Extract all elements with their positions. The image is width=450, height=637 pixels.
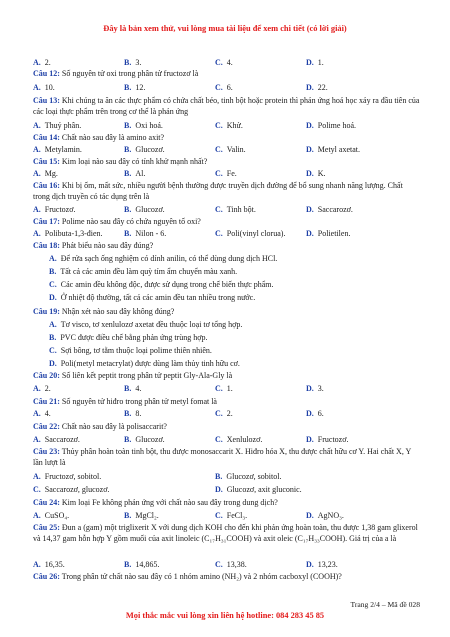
text: Saccarozơ, glucozơ. bbox=[44, 485, 110, 494]
text: Tinh bột. bbox=[226, 205, 256, 214]
q18-option-b bbox=[49, 266, 421, 277]
text: Fructozơ. bbox=[44, 205, 76, 214]
question-text: Khi chúng ta ăn các thực phẩm có chứa chất béo, tinh bột hoặc protein thì phản ứng hoá học xảy ra đầu tiên của các loại thực phẩm trên trong cơ thể là phản ứng bbox=[33, 96, 420, 117]
option-letter: A. bbox=[33, 145, 41, 154]
text: Poli(vinyl clorua). bbox=[226, 229, 286, 238]
option-letter: B. bbox=[124, 409, 132, 418]
text: Saccarozơ. bbox=[317, 205, 353, 214]
option-letter: C. bbox=[215, 435, 223, 444]
text: Câu 14: bbox=[33, 133, 60, 142]
option-letter: B. bbox=[124, 121, 132, 130]
option-letter: C. bbox=[215, 58, 223, 67]
option-letter: C. bbox=[49, 280, 57, 289]
q23-options-ab bbox=[33, 471, 421, 482]
option-letter: B. bbox=[124, 145, 132, 154]
option-letter: A. bbox=[33, 472, 41, 481]
text: Câu 25: bbox=[33, 523, 60, 532]
option-letter: B. bbox=[124, 58, 132, 67]
option-letter: D. bbox=[306, 560, 314, 569]
option-letter: D. bbox=[306, 229, 314, 238]
option-letter: B. bbox=[124, 511, 132, 520]
question-18 bbox=[33, 240, 421, 251]
q16-options bbox=[33, 204, 421, 215]
question-14 bbox=[33, 132, 421, 143]
question-17 bbox=[33, 216, 421, 227]
q13-options bbox=[33, 120, 421, 131]
question-text: Nhận xét nào sau đây không đúng? bbox=[61, 307, 175, 316]
q24-options bbox=[33, 510, 421, 521]
question-text: Kim loại Fe không phản ứng với chất nào sau đây trong dung dịch? bbox=[61, 498, 278, 507]
q19-option-a bbox=[49, 319, 421, 330]
text: 14,865. bbox=[135, 560, 160, 569]
option-letter: A. bbox=[33, 205, 41, 214]
option-letter: C. bbox=[215, 205, 223, 214]
question-21 bbox=[33, 396, 421, 407]
option-letter: C. bbox=[49, 346, 57, 355]
option-letter: D. bbox=[215, 485, 223, 494]
option-text: 10. bbox=[44, 83, 55, 92]
q19-option-c bbox=[49, 345, 421, 356]
text: Câu 13: bbox=[33, 96, 60, 105]
option-letter: A. bbox=[49, 320, 57, 329]
option-letter: D. bbox=[306, 83, 314, 92]
question-text: Chất nào sau đây là polisaccarit? bbox=[61, 422, 167, 431]
text: Tơ visco, tơ xenlulozơ axetat đều thuộc loại tơ tổng hợp. bbox=[60, 320, 243, 329]
q20-options bbox=[33, 383, 421, 394]
question-text: Số nguyên tử oxi trong phân tử fructozơ là bbox=[61, 69, 199, 78]
text: Câu 22: bbox=[33, 422, 60, 431]
option-letter: D. bbox=[306, 145, 314, 154]
text: Câu 21: bbox=[33, 397, 60, 406]
question-23 bbox=[33, 446, 421, 469]
text: Polime hoá. bbox=[317, 121, 356, 130]
text: Glucozơ. bbox=[135, 435, 165, 444]
option-letter: A. bbox=[33, 435, 41, 444]
option-letter: D. bbox=[306, 169, 314, 178]
text: MgCl₂. bbox=[135, 511, 159, 520]
q21-options bbox=[33, 408, 421, 419]
question-19 bbox=[33, 306, 421, 317]
page-info: Trang 2/4 – Mã đề 028 bbox=[350, 600, 420, 609]
text: Metylamin. bbox=[44, 145, 82, 154]
question-text: Khi bị ốm, mất sức, nhiều người bệnh thường được truyền dịch đường để bổ sung nhanh năng lượng. Chất trong dịch truyền có tác dụng trên là bbox=[33, 181, 403, 202]
option-letter: C. bbox=[215, 384, 223, 393]
option-letter: B. bbox=[124, 435, 132, 444]
q15-options bbox=[33, 168, 421, 179]
option-letter: B. bbox=[49, 267, 57, 276]
text: FeCl₃. bbox=[226, 511, 248, 520]
question-text: Trong phân tử chất nào sau đây có 1 nhóm amino (NH₂) và 2 nhóm cacboxyl (COOH)? bbox=[61, 572, 342, 581]
text: Polibuta-1,3-đien. bbox=[44, 229, 103, 238]
option-letter: D. bbox=[306, 435, 314, 444]
option-letter: A. bbox=[33, 560, 41, 569]
q17-options bbox=[33, 228, 421, 239]
text: 3. bbox=[317, 384, 324, 393]
q23-options-cd bbox=[33, 484, 421, 495]
text: Oxi hoá. bbox=[135, 121, 163, 130]
question-15 bbox=[33, 156, 421, 167]
option-letter: A. bbox=[33, 511, 41, 520]
text: K. bbox=[317, 169, 326, 178]
text: Các amin đều không độc, được sử dụng trong chế biến thực phẩm. bbox=[60, 280, 274, 289]
option-letter: C. bbox=[215, 560, 223, 569]
option-letter: B. bbox=[124, 384, 132, 393]
option-letter: D. bbox=[306, 58, 314, 67]
question-text: Chất nào sau đây là amino axit? bbox=[61, 133, 165, 142]
question-text: Số liên kết peptit trong phân tử peptit Gly-Ala-Gly là bbox=[61, 371, 233, 380]
text: Glucozơ. bbox=[135, 145, 165, 154]
option-letter: A. bbox=[33, 169, 41, 178]
text: Fructozơ, sobitol. bbox=[44, 472, 102, 481]
question-text: Phát biểu nào sau đây đúng? bbox=[61, 241, 154, 250]
question-13 bbox=[33, 95, 421, 118]
text: Polietilen. bbox=[317, 229, 351, 238]
question-text: Kim loại nào sau đây có tính khử mạnh nhất? bbox=[61, 157, 208, 166]
question-20 bbox=[33, 370, 421, 381]
option-letter: C. bbox=[215, 121, 223, 130]
text: Poli(metyl metacrylat) được dùng làm thủy tinh hữu cơ. bbox=[60, 359, 240, 368]
option-text: 3. bbox=[135, 58, 142, 67]
header-banner: Đây là bản xem thử, vui lòng mua tài liệu để xem chi tiết (có lời giải) bbox=[103, 24, 347, 33]
option-letter: C. bbox=[215, 169, 223, 178]
option-letter: B. bbox=[124, 560, 132, 569]
text: 2. bbox=[226, 409, 233, 418]
option-letter: C. bbox=[215, 229, 223, 238]
q18-option-a bbox=[49, 253, 421, 264]
option-letter: B. bbox=[124, 83, 132, 92]
text: Câu 24: bbox=[33, 498, 60, 507]
text: 1. bbox=[226, 384, 233, 393]
text: PVC được điều chế bằng phản ứng trùng hợp. bbox=[60, 333, 208, 342]
text: Để rửa sạch ống nghiệm có dính anilin, có thể dùng dung dịch HCl. bbox=[60, 254, 278, 263]
option-letter: C. bbox=[215, 145, 223, 154]
text: Glucozơ, sobitol. bbox=[226, 472, 282, 481]
option-letter: C. bbox=[215, 409, 223, 418]
text: 4. bbox=[44, 409, 51, 418]
option-letter: A. bbox=[33, 229, 41, 238]
question-16 bbox=[33, 180, 421, 203]
question-12 bbox=[33, 68, 421, 79]
q18-option-c bbox=[49, 279, 421, 290]
option-letter: B. bbox=[124, 229, 132, 238]
text: 8. bbox=[135, 409, 142, 418]
option-letter: A. bbox=[33, 409, 41, 418]
option-letter: A. bbox=[49, 254, 57, 263]
option-letter: C. bbox=[33, 485, 41, 494]
q25-options bbox=[33, 559, 421, 570]
text: Thuỷ phân. bbox=[44, 121, 82, 130]
text: Fructozơ. bbox=[317, 435, 349, 444]
option-letter: D. bbox=[306, 384, 314, 393]
option-text: 4. bbox=[226, 58, 233, 67]
text: 4. bbox=[135, 384, 142, 393]
option-letter: D. bbox=[49, 359, 57, 368]
text: Valin. bbox=[226, 145, 246, 154]
option-letter: D. bbox=[49, 293, 57, 302]
option-letter: B. bbox=[215, 472, 223, 481]
text: Nilon - 6. bbox=[135, 229, 167, 238]
question-25 bbox=[33, 522, 421, 545]
q19-option-d bbox=[49, 358, 421, 369]
text: 6. bbox=[317, 409, 324, 418]
option-letter: D. bbox=[306, 121, 314, 130]
option-text: 22. bbox=[317, 83, 328, 92]
text: Al. bbox=[135, 169, 146, 178]
option-letter: D. bbox=[306, 205, 314, 214]
option-text: 2. bbox=[44, 58, 51, 67]
text: Sợi bông, tơ tằm thuộc loại polime thiên nhiên. bbox=[60, 346, 212, 355]
text: 2. bbox=[44, 384, 51, 393]
question-text: Số nguyên tử hiđro trong phân tử metyl fomat là bbox=[61, 397, 217, 406]
option-text: 12. bbox=[135, 83, 146, 92]
option-letter: C. bbox=[215, 83, 223, 92]
footer-banner: Mọi thắc mắc vui lòng xin liên hệ hotline: 084 283 45 85 bbox=[125, 611, 325, 620]
text: Ở nhiệt độ thường, tất cả các amin đều tan nhiều trong nước. bbox=[60, 293, 256, 302]
q22-options bbox=[33, 434, 421, 445]
text: Câu 26: bbox=[33, 572, 60, 581]
text: Saccarozơ. bbox=[44, 435, 80, 444]
option-text: 1. bbox=[317, 58, 324, 67]
q11-options bbox=[33, 57, 421, 68]
option-text: 6. bbox=[226, 83, 233, 92]
text: Câu 15: bbox=[33, 157, 60, 166]
question-24 bbox=[33, 497, 421, 508]
text: Câu 16: bbox=[33, 181, 60, 190]
question-26 bbox=[33, 571, 421, 582]
option-letter: B. bbox=[49, 333, 57, 342]
option-letter: A. bbox=[33, 384, 41, 393]
option-letter: B. bbox=[124, 205, 132, 214]
question-text: Đun a (gam) một triglixerit X với dung dịch KOH cho đến khi phản ứng hoàn toàn, thu được 1,38 gam glixerol và 14,37 gam hỗn hợp Y gồm muối của axit linoleic (C₁₇H₃₁COOH) và axit oleic (C₁₇H₃₃COOH). Giá trị của a là bbox=[33, 523, 418, 544]
q12-options bbox=[33, 82, 421, 93]
option-letter: B. bbox=[124, 169, 132, 178]
text: 13,38. bbox=[226, 560, 247, 569]
q14-options bbox=[33, 144, 421, 155]
text: Tất cả các amin đều làm quỳ tím ẩm chuyển màu xanh. bbox=[60, 267, 238, 276]
option-letter: D. bbox=[306, 409, 314, 418]
question-22 bbox=[33, 421, 421, 432]
text: Câu 19: bbox=[33, 307, 60, 316]
text: AgNO₃. bbox=[317, 511, 344, 520]
text: Glucozơ. bbox=[135, 205, 165, 214]
text: 13,23. bbox=[317, 560, 338, 569]
option-letter: C. bbox=[215, 511, 223, 520]
q18-option-d bbox=[49, 292, 421, 303]
option-letter: D. bbox=[306, 511, 314, 520]
q19-option-b bbox=[49, 332, 421, 343]
option-letter: A. bbox=[33, 58, 41, 67]
text: Fe. bbox=[226, 169, 237, 178]
text: 16,35. bbox=[44, 560, 65, 569]
text: Khử. bbox=[226, 121, 243, 130]
text: Câu 17: bbox=[33, 217, 60, 226]
text: Xenlulozơ. bbox=[226, 435, 263, 444]
text: Câu 18: bbox=[33, 241, 60, 250]
text: Câu 20: bbox=[33, 371, 60, 380]
question-text: Polime nào sau đây có chứa nguyên tố oxi? bbox=[61, 217, 201, 226]
text: Glucozơ, axit gluconic. bbox=[226, 485, 302, 494]
question-text: Thủy phân hoàn toàn tinh bột, thu được monosaccarit X. Hiđro hóa X, thu được chất hữu cơ Y. Hai chất X, Y lần lượt là bbox=[33, 447, 412, 468]
text: CuSO₄. bbox=[44, 511, 70, 520]
text: Metyl axetat. bbox=[317, 145, 360, 154]
option-letter: A. bbox=[33, 121, 41, 130]
option-letter: A. bbox=[33, 83, 41, 92]
text: Câu 23: bbox=[33, 447, 60, 456]
question-number: Câu 12: bbox=[33, 69, 60, 78]
text: Mg. bbox=[44, 169, 58, 178]
